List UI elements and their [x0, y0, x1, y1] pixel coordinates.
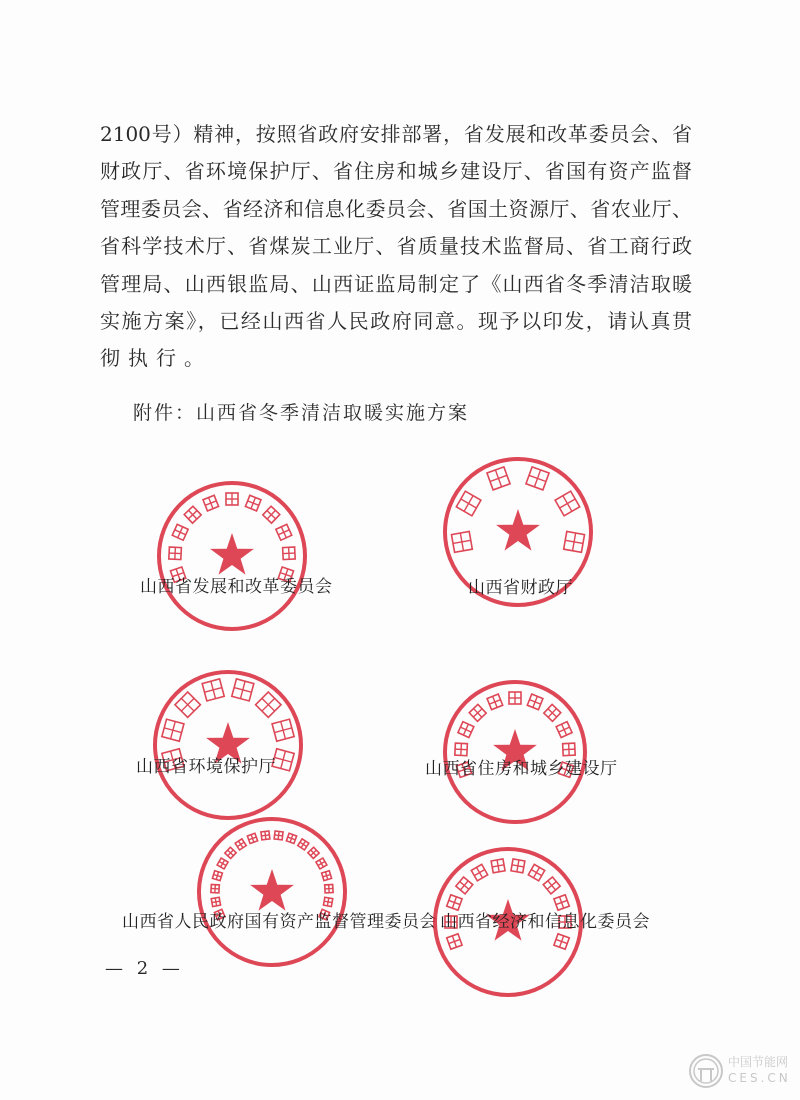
body-line: 省科学技术厅、省煤炭工业厅、省质量技术监督局、省工商行政 — [100, 234, 692, 258]
watermark — [688, 1053, 791, 1093]
attachment-line: 附件：山西省冬季清洁取暖实施方案 — [133, 402, 470, 424]
page-number: — 2 — — [105, 958, 184, 979]
signatory-label: 山西省住房和城乡建设厅 — [425, 759, 618, 779]
signatory-label: 山西省人民政府国有资产监督管理委员会 — [122, 912, 437, 932]
body-line: 财政厅、省环境保护厅、省住房和城乡建设厅、省国有资产监督 — [100, 159, 692, 183]
body-line: 彻执行。 — [100, 346, 212, 370]
signatory-label: 山西省财政厅 — [468, 578, 573, 598]
official-seal — [152, 476, 312, 636]
star-icon — [496, 509, 540, 551]
body-line: 实施方案》，已经山西省人民政府同意。现予以印发，请认真贯 — [100, 309, 692, 333]
watermark-logo-icon — [688, 1053, 724, 1089]
signatory-label: 山西省经济和信息化委员会 — [440, 912, 650, 932]
body-line: 管理局、山西银监局、山西证监局制定了《山西省冬季清洁取暖 — [100, 272, 692, 296]
star-icon — [250, 869, 294, 911]
official-seal — [192, 812, 352, 972]
signatory-label: 山西省环境保护厅 — [136, 757, 276, 777]
body-line: 2100号）精神，按照省政府安排部署，省发展和改革委员会、省 — [100, 122, 692, 146]
star-icon — [210, 533, 254, 575]
signatory-label: 山西省发展和改革委员会 — [140, 577, 333, 597]
official-seal — [435, 672, 595, 832]
watermark-domain: CES.CN — [728, 1071, 791, 1085]
watermark-text: 中国节能网 — [728, 1055, 789, 1069]
official-seal — [148, 665, 308, 825]
body-line: 管理委员会、省经济和信息化委员会、省国土资源厅、省农业厅、 — [100, 197, 692, 221]
